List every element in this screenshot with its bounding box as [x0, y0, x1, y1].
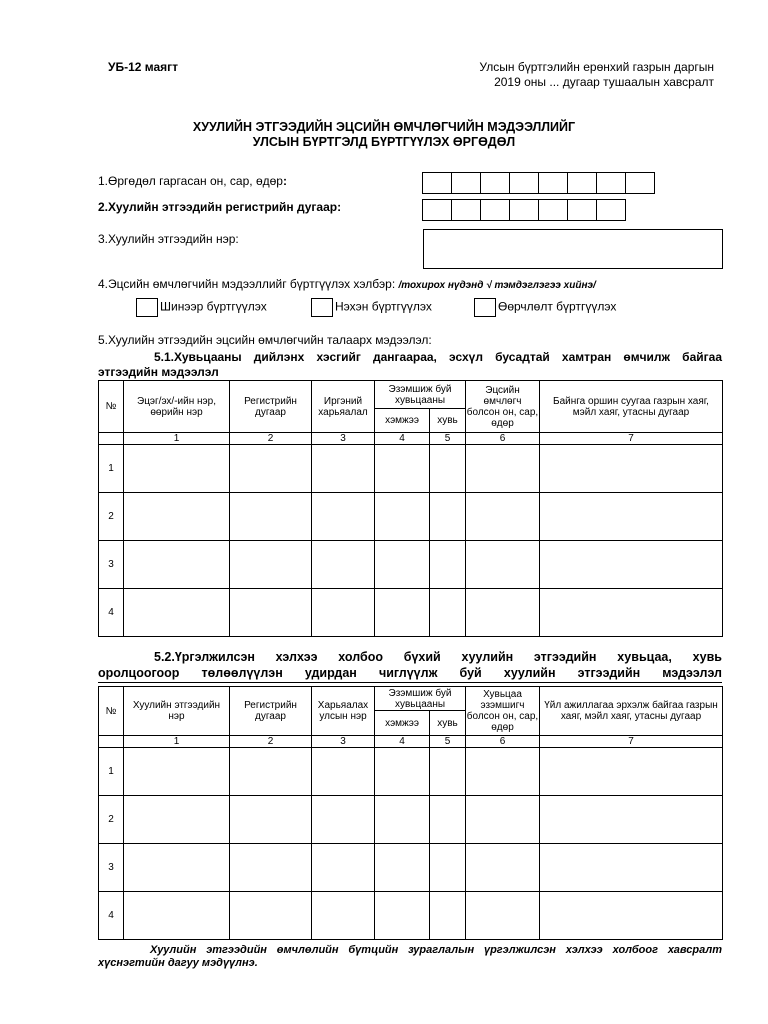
column-number: 6 [466, 736, 540, 748]
table-cell[interactable] [540, 892, 723, 940]
footer-line-2: хүснэгтийн дагуу мэдүүлнэ. [98, 957, 258, 969]
table-row [99, 844, 723, 892]
table-cell [99, 736, 124, 748]
table-cell[interactable] [540, 589, 723, 637]
table-cell[interactable] [540, 844, 723, 892]
row-number: 2 [99, 796, 124, 844]
table-cell[interactable] [430, 796, 466, 844]
table-cell[interactable] [124, 748, 230, 796]
table-row [99, 589, 723, 637]
option-renew-checkbox[interactable] [311, 298, 333, 317]
header-note [432, 60, 714, 90]
column-number: 3 [312, 736, 375, 748]
table-header: Регистрийн дугаар [230, 381, 312, 433]
beneficial-owner-table [98, 380, 723, 637]
table-header: Хуулийн этгээдийн нэр [124, 687, 230, 736]
table-cell[interactable] [466, 748, 540, 796]
table-header: № [99, 687, 124, 736]
table-cell[interactable] [375, 445, 430, 493]
column-number: 4 [375, 433, 430, 445]
table-row [99, 493, 723, 541]
column-number: 2 [230, 433, 312, 445]
table-header: Эцэг/эх/-ийн нэр, өөрийн нэр [124, 381, 230, 433]
table-row [99, 796, 723, 844]
option-change[interactable] [474, 298, 616, 317]
table-cell[interactable] [430, 748, 466, 796]
row-number: 4 [99, 589, 124, 637]
table-cell[interactable] [230, 493, 312, 541]
section1-title-line-2: этгээдийн мэдээлэл [98, 365, 219, 379]
table-cell[interactable] [124, 892, 230, 940]
row-number: 3 [99, 844, 124, 892]
table-cell[interactable] [430, 541, 466, 589]
table-cell[interactable] [375, 541, 430, 589]
column-number: 6 [466, 433, 540, 445]
question-date [98, 174, 287, 188]
question-owner-info: 5.Хуулийн этгээдийн эцсийн өмчлөгчийн талаарх мэдээлэл: [98, 333, 432, 347]
table-cell[interactable] [230, 748, 312, 796]
form-code: УБ-12 маягт [108, 60, 179, 74]
option-change-label: Өөрчлөлт бүртгүүлэх [498, 299, 617, 314]
table-cell[interactable] [540, 541, 723, 589]
option-renew-label: Нэхэн бүртгүүлэх [335, 299, 432, 314]
question-registration-type-label: 4.Эцсийн өмчлөгчийн мэдээллийг бүртгүүлэх хэлбэр: [98, 277, 396, 291]
table-cell[interactable] [540, 748, 723, 796]
table-row [99, 748, 723, 796]
column-number: 1 [124, 433, 230, 445]
table-header: Байнга оршин суугаа газрын хаяг, мэйл хаяг, утасны дугаар [540, 381, 723, 433]
option-new-checkbox[interactable] [136, 298, 158, 317]
table-header: Үйл ажиллагаа эрхэлж байгаа газрын хаяг, мэйл хаяг, утасны дугаар [540, 687, 723, 736]
table-cell[interactable] [312, 445, 375, 493]
table-cell[interactable] [230, 796, 312, 844]
table-header: Харьяалах улсын нэр [312, 687, 375, 736]
entity-name-input[interactable] [423, 229, 723, 269]
row-number: 1 [99, 445, 124, 493]
column-number: 7 [540, 736, 723, 748]
column-number: 3 [312, 433, 375, 445]
question-register: 2.Хуулийн этгээдийн регистрийн дугаар: [98, 200, 342, 214]
table-cell[interactable] [430, 445, 466, 493]
table-cell[interactable] [430, 493, 466, 541]
section2-title-line-2: оролцоогоор төлөөлүүлэн удирдан чиглүүлж буй хуулийн этгээдийн мэдээлэл [98, 666, 722, 680]
table-header: хэмжээ [375, 711, 430, 736]
table-cell[interactable] [124, 589, 230, 637]
row-number: 1 [99, 748, 124, 796]
table-cell[interactable] [375, 493, 430, 541]
table-header: Эзэмшиж буй хувьцааны [375, 381, 466, 409]
section2-title-line-1: 5.2.Үргэлжилсэн хэлхээ холбоо бүхий хуулийн этгээдийн хувьцаа, хувь [154, 650, 722, 664]
question-entity-name: 3.Хуулийн этгээдийн нэр: [98, 232, 239, 246]
column-number: 5 [430, 433, 466, 445]
table-cell[interactable] [466, 796, 540, 844]
table-cell[interactable] [430, 589, 466, 637]
table-cell[interactable] [312, 748, 375, 796]
table-header: Эцсийн өмчлөгч болсон он, сар, өдөр [466, 381, 540, 433]
footer-line-1: Хуулийн этгээдийн өмчлөлийн бүтцийн зураглалын үргэлжилсэн хэлхээ холбоог хавсралт [150, 944, 722, 956]
row-number: 4 [99, 892, 124, 940]
table-cell[interactable] [230, 844, 312, 892]
table-header: Иргэний харьяалал [312, 381, 375, 433]
table-cell[interactable] [375, 748, 430, 796]
table-header: Эзэмшиж буй хувьцааны [375, 687, 466, 711]
table-cell[interactable] [312, 541, 375, 589]
column-number: 4 [375, 736, 430, 748]
page-title-line-2: УЛСЫН БҮРТГЭЛД БҮРТГҮҮЛЭХ ӨРГӨДӨЛ [252, 135, 516, 149]
table-row [99, 445, 723, 493]
table-cell[interactable] [124, 844, 230, 892]
question-date-colon: : [282, 174, 287, 188]
header-line-1: Улсын бүртгэлийн ерөнхий газрын даргын [479, 60, 714, 74]
table-cell[interactable] [466, 445, 540, 493]
table-cell[interactable] [312, 493, 375, 541]
column-number: 2 [230, 736, 312, 748]
table-cell[interactable] [466, 589, 540, 637]
registration-type-hint: /тохирох нүдэнд √ тэмдэглэгээ хийнэ/ [398, 280, 596, 291]
option-new-label: Шинээр бүртгүүлэх [160, 299, 267, 314]
table-cell[interactable] [466, 541, 540, 589]
table-cell[interactable] [124, 445, 230, 493]
column-number: 7 [540, 433, 723, 445]
table-cell[interactable] [124, 541, 230, 589]
footer-note [98, 944, 722, 970]
header-line-2: 2019 оны ... дугаар тушаалын хавсралт [494, 75, 714, 89]
register-input-boxes[interactable] [423, 199, 626, 221]
table-cell[interactable] [466, 844, 540, 892]
table-row [99, 541, 723, 589]
table-cell[interactable] [375, 892, 430, 940]
table-cell[interactable] [466, 892, 540, 940]
table-cell[interactable] [230, 892, 312, 940]
table-cell[interactable] [375, 589, 430, 637]
table-cell[interactable] [375, 844, 430, 892]
table-header: хэмжээ [375, 409, 430, 433]
row-number: 2 [99, 493, 124, 541]
section1-title-line-1: 5.1.Хувьцааны дийлэнх хэсгийг дангаараа, эсхүл бусадтай хамтран өмчилж байгаа [154, 350, 722, 364]
table-cell[interactable] [312, 844, 375, 892]
table-header: № [99, 381, 124, 433]
table-cell[interactable] [124, 796, 230, 844]
table-cell[interactable] [312, 589, 375, 637]
table-cell[interactable] [540, 493, 723, 541]
table-cell[interactable] [312, 796, 375, 844]
table-cell[interactable] [375, 796, 430, 844]
table-header: Регистрийн дугаар [230, 687, 312, 736]
table-cell[interactable] [312, 892, 375, 940]
table-cell[interactable] [466, 493, 540, 541]
table-cell[interactable] [230, 445, 312, 493]
date-input-boxes[interactable] [423, 172, 655, 194]
table-cell[interactable] [540, 796, 723, 844]
related-entity-table [98, 686, 723, 940]
table-cell[interactable] [124, 493, 230, 541]
row-number: 3 [99, 541, 124, 589]
table-header: хувь [430, 711, 466, 736]
table-cell[interactable] [430, 892, 466, 940]
section2-underline [98, 682, 722, 683]
option-renew[interactable] [311, 298, 432, 317]
question-registration-type [98, 277, 596, 291]
table-header: Хувьцаа эзэмшигч болсон он, сар, өдөр [466, 687, 540, 736]
question-date-label: 1.Өргөдөл гаргасан он, сар, өдөр [98, 174, 283, 188]
table-cell[interactable] [430, 844, 466, 892]
table-row [99, 892, 723, 940]
table-cell[interactable] [540, 445, 723, 493]
table-cell[interactable] [230, 589, 312, 637]
option-new[interactable] [136, 298, 267, 317]
column-number: 5 [430, 736, 466, 748]
table-cell[interactable] [230, 541, 312, 589]
column-number: 1 [124, 736, 230, 748]
option-change-checkbox[interactable] [474, 298, 496, 317]
table-cell [99, 433, 124, 445]
page-title-line-1: ХУУЛИЙН ЭТГЭЭДИЙН ЭЦСИЙН ӨМЧЛӨГЧИЙН МЭДЭЭЛЛИЙГ [192, 120, 576, 134]
table-header: хувь [430, 409, 466, 433]
